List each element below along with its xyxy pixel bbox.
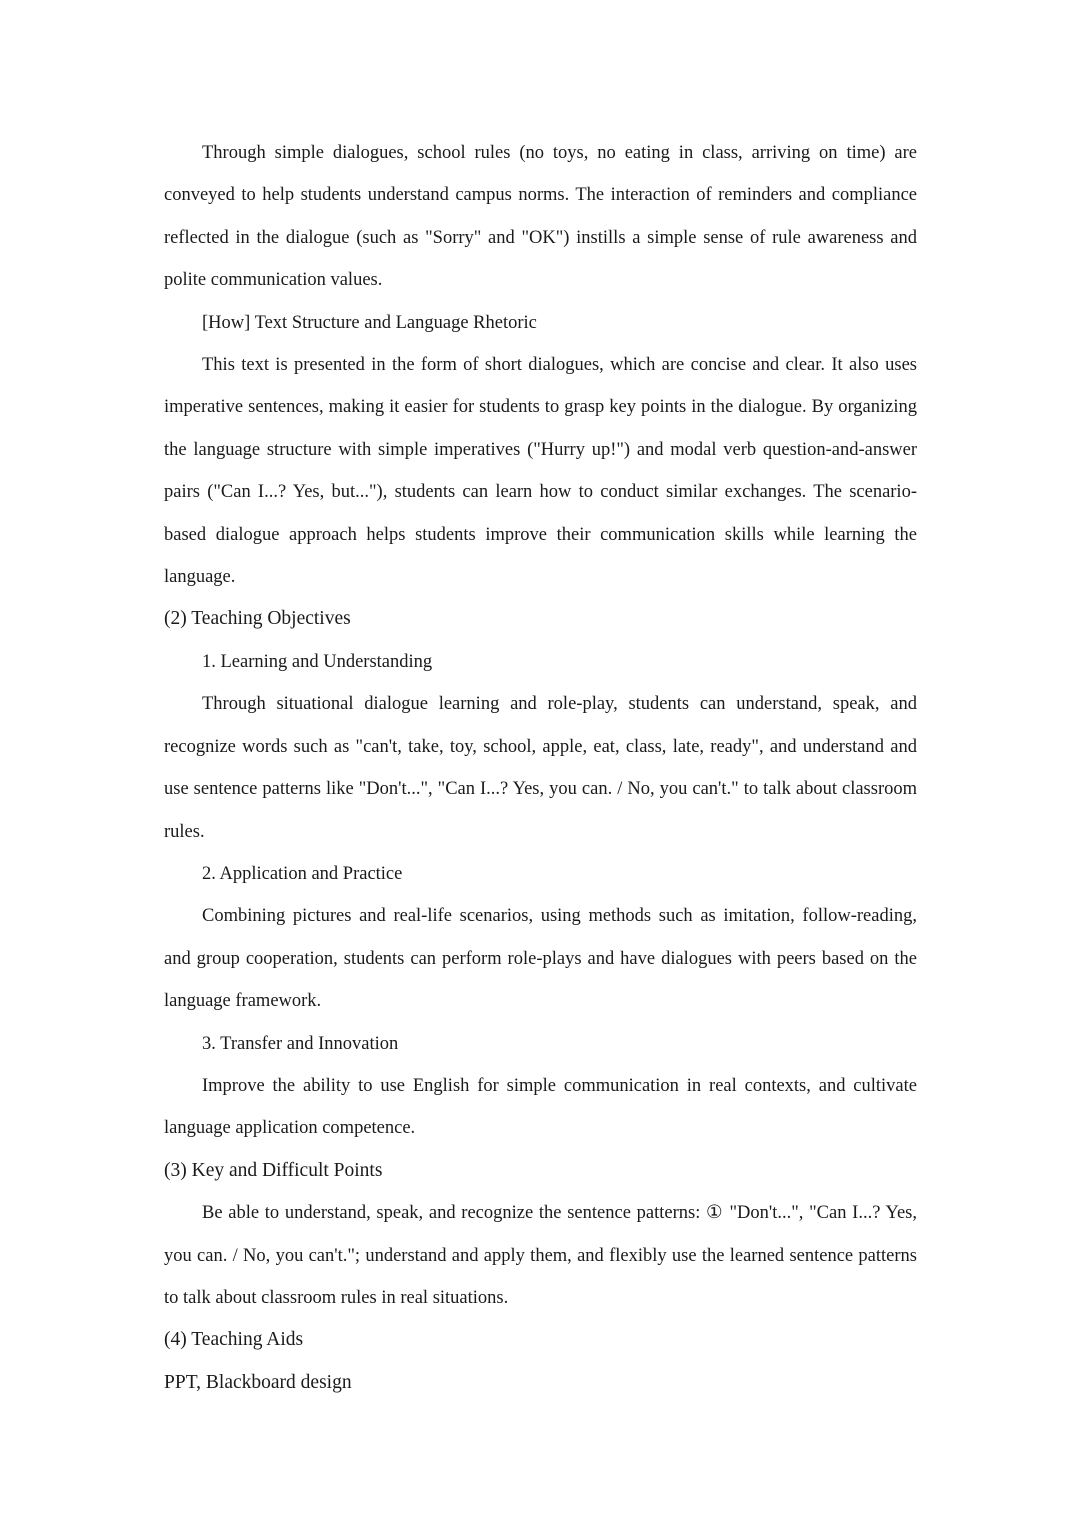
objective-2-text: Combining pictures and real-life scenarios, using methods such as imitation, follow-reading, and group cooperation, students can perform role-plays and have dialogues with peers based on the language framework.	[164, 906, 917, 1012]
intro-paragraph: Through simple dialogues, school rules (no toys, no eating in class, arriving on time) are conveyed to help students understand campus norms. The interaction of reminders and compliance reflected in the dialogue (such as "Sorry" and "OK") instills a simple sense of rule awareness and polite communication values.	[164, 143, 917, 291]
objective-3-text: Improve the ability to use English for simple communication in real contexts, and cultivate language application competence.	[164, 1075, 917, 1139]
how-paragraph: This text is presented in the form of short dialogues, which are concise and clear. It also uses imperative sentences, making it easier for students to grasp key points in the dialogue. By organizing the language structure with simple imperatives ("Hurry up!") and modal verb question-and-answer pairs ("Can I...? Yes, but..."), students can learn how to conduct similar exchanges. The scenario-based dialogue approach helps students improve their communication skills while learning the language.	[164, 355, 917, 588]
key-points-heading: (3) Key and Difficult Points	[164, 1159, 383, 1181]
objective-1-title: 1. Learning and Understanding	[202, 651, 433, 672]
teaching-aids-heading: (4) Teaching Aids	[164, 1329, 304, 1351]
objective-3-title: 3. Transfer and Innovation	[202, 1033, 399, 1054]
document-body	[164, 132, 917, 1404]
how-subheading: [How] Text Structure and Language Rhetoric	[202, 312, 537, 333]
teaching-aids-text: PPT, Blackboard design	[164, 1371, 352, 1393]
teaching-objectives-heading: (2) Teaching Objectives	[164, 608, 351, 630]
objective-1-text: Through situational dialogue learning and role-play, students can understand, speak, and recognize words such as "can't, take, toy, school, apple, eat, class, late, ready", and understand and use sentence patterns like "Don't...", "Can I...? Yes, you can. / No, you can't." to talk about classroom rules.	[164, 694, 917, 842]
objective-2-title: 2. Application and Practice	[202, 863, 403, 884]
key-points-text: Be able to understand, speak, and recognize the sentence patterns: ① "Don't...", "Can I...? Yes, you can. / No, you can't."; understand and apply them, and flexibly use the learned sentence patterns to talk about classroom rules in real situations.	[164, 1203, 917, 1308]
